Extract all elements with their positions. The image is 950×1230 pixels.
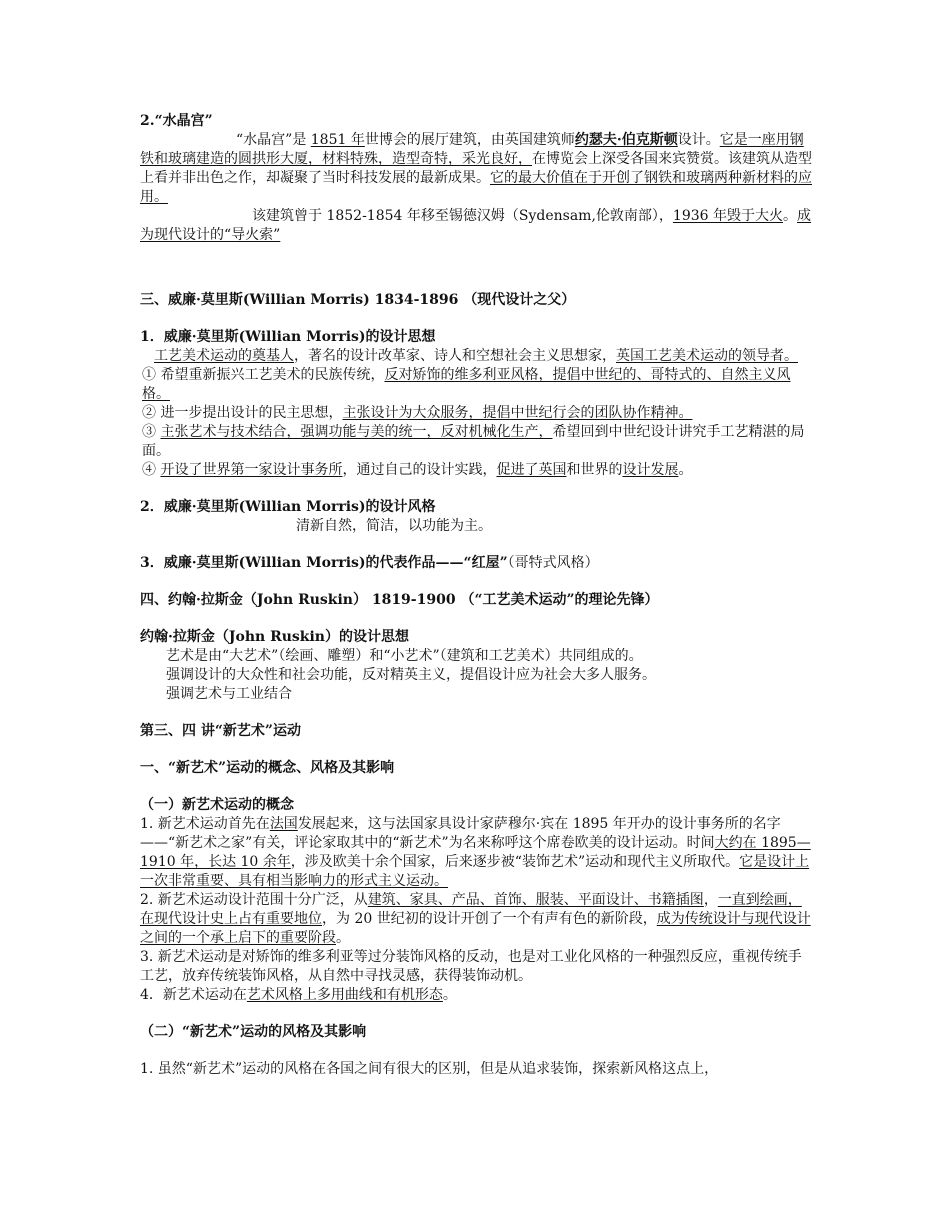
paragraph-morris-intro bbox=[140, 347, 812, 366]
paragraph-morris-style: 清新自然，简洁，以功能为主。 bbox=[296, 518, 492, 534]
list-item-morris-1 bbox=[140, 366, 812, 404]
text: “水晶宫”是 bbox=[236, 132, 311, 148]
text: ， bbox=[703, 892, 718, 908]
subheading-ruskin-thought: 约翰·拉斯金（John Ruskin）的设计思想 bbox=[140, 629, 409, 645]
subheading-morris-red-house bbox=[140, 554, 812, 573]
text: 设计。 bbox=[677, 132, 720, 148]
underlined-text: 成为现代设计的“导火索” bbox=[140, 208, 812, 243]
paragraph-crystal-palace-1 bbox=[140, 131, 812, 207]
text: ③ bbox=[142, 424, 161, 440]
paragraph-art-nouveau-5: 1. 虽然“新艺术”运动的风格在各国之间有很大的区别，但是从追求装饰，探索新风格这点上， bbox=[140, 1061, 719, 1077]
heading-crystal-palace: 2.“水晶宫” bbox=[140, 113, 213, 129]
subheading-art-nouveau-style: （二）“新艺术”运动的风格及其影响 bbox=[140, 1024, 367, 1040]
text: 。 bbox=[783, 208, 798, 224]
paragraph-art-nouveau-3: 3. 新艺术运动是对矫饰的维多利亚等过分装饰风格的反动，也是对工业化风格的一种强烈反应，重视传统手工艺，放弃传统装饰风格，从自然中寻找灵感，获得装饰动机。 bbox=[140, 949, 802, 984]
text: ① 希望重新振兴工艺美术的民族传统， bbox=[142, 367, 385, 383]
list-item-morris-4 bbox=[140, 461, 812, 480]
underlined-text: 1851 年 bbox=[310, 132, 365, 148]
underlined-text: 它是一座用钢铁和玻璃建造的圆拱形大厦，材料特殊，造型奇特，采光良好， bbox=[140, 132, 804, 167]
paragraph-ruskin-1: 艺术是由“大艺术”（绘画、雕塑）和“小艺术”（建筑和工艺美术）共同组成的。 bbox=[166, 648, 643, 664]
text: 。 bbox=[678, 462, 693, 478]
text: ② 进一步提出设计的民主思想， bbox=[142, 405, 343, 421]
paragraph-art-nouveau-2 bbox=[140, 891, 812, 948]
subheading-morris-thought: 1．威廉·莫里斯(Willian Morris)的设计思想 bbox=[140, 329, 436, 345]
underlined-text: 大约在 1895—1910 年，长达 10 余年 bbox=[140, 835, 811, 870]
underlined-text: 主张设计为大众服务，提倡中世纪行会的团队协作精神。 bbox=[342, 405, 693, 421]
text: 发展起来，这与法国家具设计家萨穆尔·宾在 1895 年开办的设计事务所的名字——“新艺术之家”有关，评论家取其中的“新艺术”为名来称呼这个席卷欧美的设计运动。时间 bbox=[140, 816, 781, 851]
text: ④ bbox=[142, 462, 161, 478]
underlined-text: 工艺美术运动的奠基人 bbox=[154, 348, 294, 364]
subheading-art-nouveau-concept: （一）新艺术运动的概念 bbox=[140, 797, 294, 813]
text: 1. 新艺术运动首先在 bbox=[140, 816, 270, 832]
text: 世博会的展厅建筑，由英国建筑师 bbox=[364, 132, 575, 148]
text: 该建筑曾于 1852-1854 年移至锡德汉姆（Sydensam,伦敦南部）， bbox=[252, 208, 673, 224]
text: 希望回到中世纪设计讲究手工艺精湛的局面。 bbox=[142, 424, 805, 459]
underlined-text: 英国工艺美术运动的领导者。 bbox=[616, 348, 798, 364]
underlined-text: 法国 bbox=[269, 816, 298, 832]
paragraph-art-nouveau-4 bbox=[140, 986, 812, 1005]
underlined-text: 它是设计上一次非常重要、具有相当影响力的形式主义运动。 bbox=[140, 854, 810, 889]
underlined-text: 建筑、家具、产品、首饰、服装、平面设计、书籍插图 bbox=[367, 892, 704, 908]
paragraph-art-nouveau-1 bbox=[140, 815, 812, 891]
underlined-text: 它的最大价值在于开创了钢铁和玻璃两种新材料的应用。 bbox=[140, 170, 812, 205]
text: 3．威廉·莫里斯(Willian Morris)的代表作品——“红屋” bbox=[140, 555, 508, 571]
underlined-text: 促进了英国 bbox=[496, 462, 567, 478]
text: 和世界的 bbox=[566, 462, 623, 478]
underlined-text: 反对矫饰的维多利亚风格，提倡中世纪的、哥特式的、自然主义风格。 bbox=[142, 367, 791, 402]
text: 。 bbox=[336, 930, 350, 946]
architect-name: 约瑟夫·伯克斯顿 bbox=[574, 132, 678, 148]
text: 2. 新艺术运动设计范围十分广泛，从 bbox=[140, 892, 368, 908]
style-note: （哥特式风格） bbox=[507, 555, 599, 571]
text: ，涉及欧美十余个国家，后来逐步被“装饰艺术”运动和现代主义所取代。 bbox=[290, 854, 740, 870]
paragraph-ruskin-3: 强调艺术与工业结合 bbox=[166, 686, 292, 702]
document-content bbox=[140, 112, 812, 1079]
underlined-text: 艺术风格上多用曲线和有机形态 bbox=[246, 987, 443, 1003]
text: 4．新艺术运动在 bbox=[140, 987, 247, 1003]
text: ，为 20 世纪初的设计开创了一个有声有色的新阶段， bbox=[322, 911, 657, 927]
heading-art-nouveau-concept-style: 一、“新艺术”运动的概念、风格及其影响 bbox=[140, 760, 395, 776]
paragraph-ruskin-2: 强调设计的大众性和社会功能，反对精英主义，提倡设计应为社会大多人服务。 bbox=[166, 667, 656, 683]
text: ，通过自己的设计实践， bbox=[342, 462, 497, 478]
heading-art-nouveau-lecture: 第三、四 讲“新艺术”运动 bbox=[140, 723, 301, 739]
subheading-morris-style: 2．威廉·莫里斯(Willian Morris)的设计风格 bbox=[140, 499, 436, 515]
underlined-text: 主张艺术与技术结合，强调功能与美的统一，反对机械化生产， bbox=[160, 424, 553, 440]
underlined-text: 开设了世界第一家设计事务所 bbox=[160, 462, 343, 478]
text: ，著名的设计改革家、诗人和空想社会主义思想家， bbox=[294, 348, 616, 364]
list-item-morris-3 bbox=[140, 423, 812, 461]
underlined-text: 成为传统设计与现代设计之间的一个承上启下的重要阶段 bbox=[140, 911, 811, 946]
list-item-morris-2 bbox=[140, 404, 812, 423]
text: 在博览会上深受各国来宾赞赏。该建筑从造型上看并非出色之作，却凝聚了当时科技发展的最新成果。 bbox=[140, 151, 812, 186]
paragraph-crystal-palace-2 bbox=[140, 207, 812, 245]
heading-john-ruskin: 四、约翰·拉斯金（John Ruskin） 1819-1900 （“工艺美术运动”的理论先锋） bbox=[140, 592, 659, 608]
underlined-text: 一直到绘画，在现代设计史上占有重要地位 bbox=[140, 892, 802, 927]
underlined-text: 1936 年毁于大火 bbox=[672, 208, 784, 224]
underlined-text: 设计发展 bbox=[622, 462, 679, 478]
heading-william-morris: 三、威廉·莫里斯(Willian Morris) 1834-1896 （现代设计之父） bbox=[140, 292, 576, 308]
text: 。 bbox=[442, 987, 457, 1003]
